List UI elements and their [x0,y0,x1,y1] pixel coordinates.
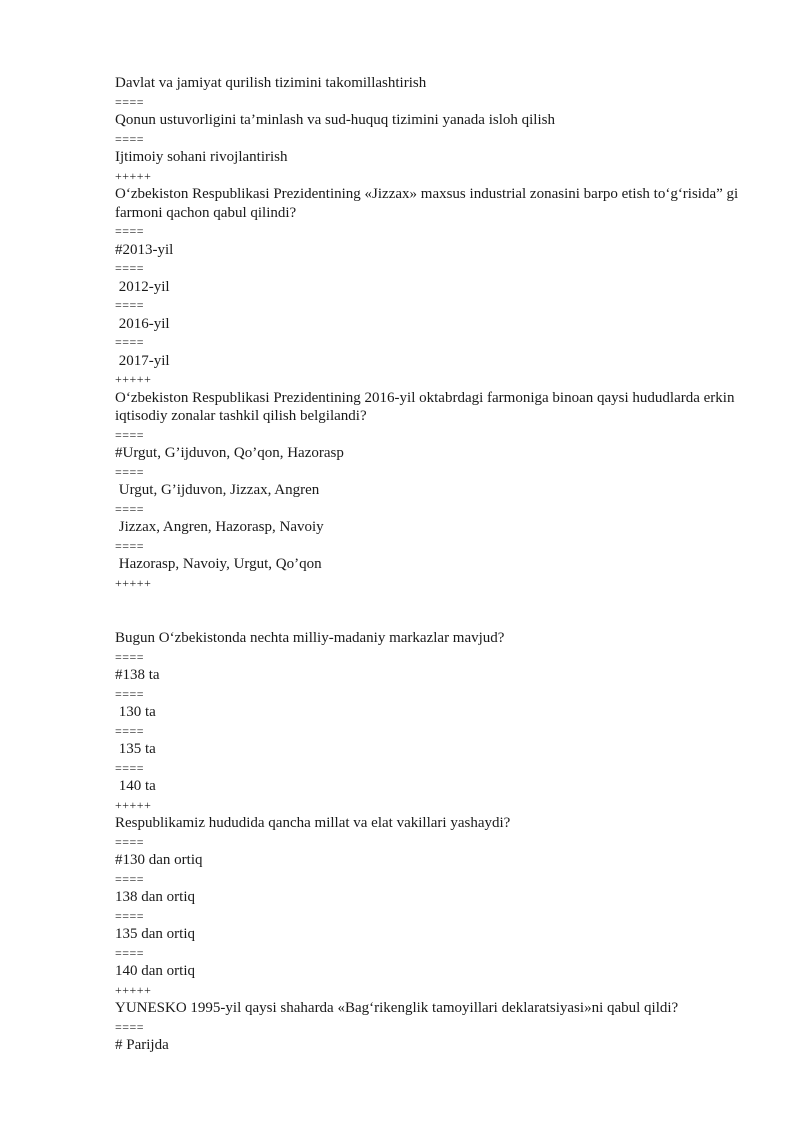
text-line: Hazorasp, Navoiy, Urgut, Qo’qon [115,556,322,572]
option-separator: ==== [115,427,145,442]
question-text: YUNESKO 1995-yil qaysi shaharda «Bag‘rikenglik tamoyillari deklaratsiyasi»ni qabul qildi? [115,1000,679,1016]
text-line: Qonun ustuvorligini ta’minlash va sud-huquq tizimini yanada isloh qilish [115,112,555,128]
option-separator: ==== [115,94,145,109]
option-separator: ==== [115,760,145,775]
text-line: 140 ta [115,778,156,794]
question-separator: +++++ [115,168,152,183]
text-line: 2012-yil [115,278,170,295]
question-text: Respublikamiz hududida qancha millat va elat vakillari yashaydi? [115,815,511,831]
option-separator: ==== [115,538,145,553]
blank-space [115,592,755,629]
option-separator: ==== [115,723,145,738]
text-line: Ijtimoiy sohani rivojlantirish [115,149,288,165]
option-separator: ==== [115,224,145,238]
question-separator: +++++ [115,575,152,590]
correct-answer: #138 ta [115,667,160,683]
option-separator: ==== [115,335,145,349]
option-separator: ==== [115,649,145,664]
document-page [115,74,755,1055]
text-line: Urgut, G’ijduvon, Jizzax, Angren [115,482,320,498]
option-separator: ==== [115,871,145,886]
option-separator: ==== [115,945,145,960]
text-line: 2017-yil [115,352,170,369]
question-text: Bugun O‘zbekistonda nechta milliy-madaniy markazlar mavjud? [115,630,505,646]
option-separator: ==== [115,298,145,312]
text-line: 140 dan ortiq [115,963,195,979]
option-separator: ==== [115,1019,145,1034]
option-separator: ==== [115,464,145,479]
option-separator: ==== [115,501,145,516]
option-separator: ==== [115,834,145,849]
correct-answer: #130 dan ortiq [115,852,203,868]
question-separator: +++++ [115,982,152,997]
correct-answer: # Parijda [115,1037,169,1053]
question-separator: +++++ [115,797,152,812]
text-line: 135 dan ortiq [115,926,195,942]
option-separator: ==== [115,686,145,701]
correct-answer: #Urgut, G’ijduvon, Qo’qon, Hazorasp [115,445,344,461]
text-line: 130 ta [115,704,156,720]
text-line: Davlat va jamiyat qurilish tizimini takomillashtirish [115,75,427,91]
text-line: Jizzax, Angren, Hazorasp, Navoiy [115,519,324,535]
correct-answer: #2013-yil [115,241,174,258]
text-line: 2016-yil [115,315,170,332]
question-text: O‘zbekiston Respublikasi Prezidentining 2016-yil oktabrdagi farmoniga binoan qaysi hududlarda erkin iqtisodiy zonalar tashkil qilish belgilandi? [115,389,735,424]
text-line: 138 dan ortiq [115,889,195,905]
option-separator: ==== [115,261,145,275]
option-separator: ==== [115,908,145,923]
question-separator: +++++ [115,372,152,386]
question-text: O‘zbekiston Respublikasi Prezidentining «Jizzax» maxsus industrial zonasini barpo etish to‘g‘risida” gi farmoni qachon qabul qilindi? [115,186,739,221]
text-line: 135 ta [115,741,156,757]
option-separator: ==== [115,131,145,146]
